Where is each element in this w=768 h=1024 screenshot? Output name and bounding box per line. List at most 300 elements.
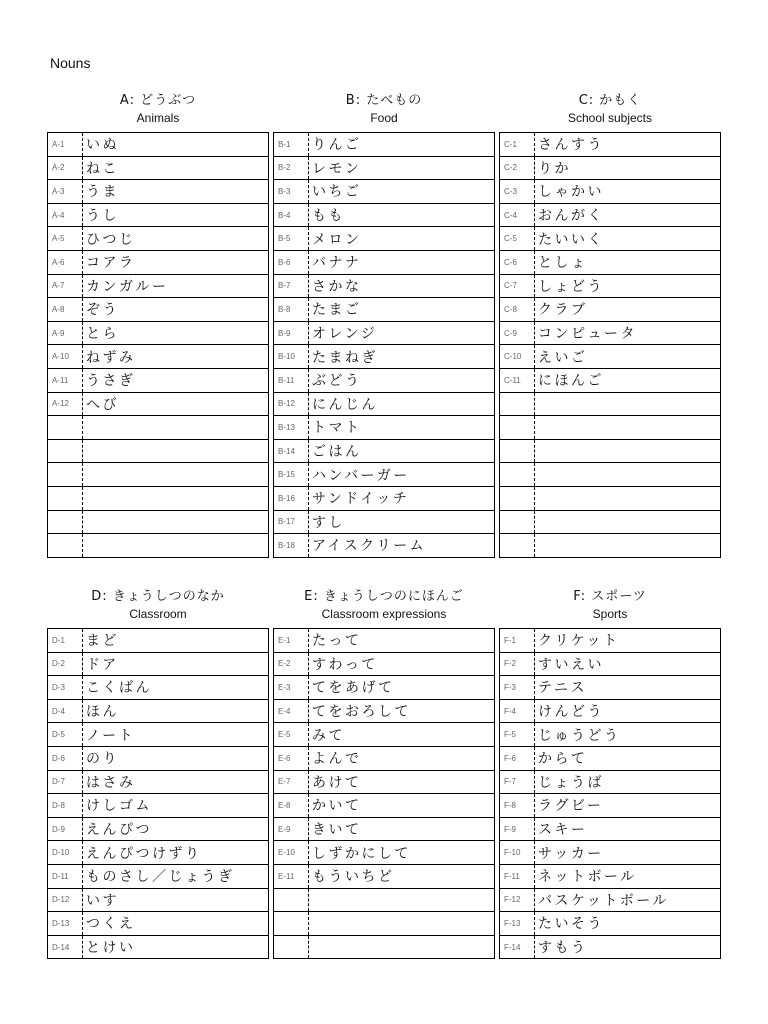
section-subheading: Sports [592, 607, 628, 621]
item-code: A-8 [48, 298, 83, 322]
item-word: バナナ [309, 250, 495, 274]
table-row [500, 180, 721, 204]
item-word: こくばん [83, 676, 269, 700]
table-row [274, 486, 495, 510]
table-row [48, 298, 269, 322]
item-word: アイスクリーム [309, 534, 495, 558]
table-row [500, 817, 721, 841]
table-row [500, 368, 721, 392]
table-row [274, 841, 495, 865]
item-word [535, 416, 721, 440]
vocab-table [47, 628, 269, 959]
item-word: からて [535, 746, 721, 770]
item-word: ごはん [309, 439, 495, 463]
table-row [500, 321, 721, 345]
item-word: たいそう [535, 912, 721, 936]
item-word: としょ [535, 250, 721, 274]
item-code: E-1 [274, 629, 309, 653]
item-code: B-15 [274, 463, 309, 487]
table-row [48, 439, 269, 463]
table-row [48, 368, 269, 392]
section-classroom-expressions [273, 588, 495, 959]
item-code: B-7 [274, 274, 309, 298]
item-word [535, 534, 721, 558]
item-word [83, 463, 269, 487]
item-code [500, 534, 535, 558]
item-code: C-1 [500, 133, 535, 157]
item-code: F-8 [500, 794, 535, 818]
item-code: B-1 [274, 133, 309, 157]
item-word [309, 888, 495, 912]
item-code: A-10 [48, 345, 83, 369]
item-code: A-11 [48, 368, 83, 392]
item-word: クラブ [535, 298, 721, 322]
table-row [48, 486, 269, 510]
item-word: たまご [309, 298, 495, 322]
table-row [500, 227, 721, 251]
item-word [309, 935, 495, 959]
item-code [500, 510, 535, 534]
item-code: A-12 [48, 392, 83, 416]
table-row [48, 321, 269, 345]
table-row [274, 298, 495, 322]
item-code [500, 439, 535, 463]
item-code: F-11 [500, 864, 535, 888]
table-row [500, 274, 721, 298]
item-word: ほん [83, 699, 269, 723]
item-word: メロン [309, 227, 495, 251]
item-word: のり [83, 746, 269, 770]
item-word: りか [535, 156, 721, 180]
table-row [274, 416, 495, 440]
item-word: かいて [309, 794, 495, 818]
item-word: すわって [309, 652, 495, 676]
item-code: D-6 [48, 746, 83, 770]
table-row [48, 534, 269, 558]
section-classroom [47, 588, 269, 959]
item-code: B-2 [274, 156, 309, 180]
table-row [48, 817, 269, 841]
table-row [500, 652, 721, 676]
item-code: B-16 [274, 486, 309, 510]
table-row [274, 652, 495, 676]
table-row [274, 439, 495, 463]
item-word [83, 416, 269, 440]
table-row [48, 841, 269, 865]
table-row [48, 935, 269, 959]
table-row [48, 227, 269, 251]
item-code: F-12 [500, 888, 535, 912]
item-word: レモン [309, 156, 495, 180]
table-row [274, 321, 495, 345]
table-row [274, 180, 495, 204]
table-row [48, 180, 269, 204]
item-word: ねこ [83, 156, 269, 180]
item-word: ねずみ [83, 345, 269, 369]
item-word: トマト [309, 416, 495, 440]
item-word: うま [83, 180, 269, 204]
table-row [500, 510, 721, 534]
item-code: F-10 [500, 841, 535, 865]
item-code: D-13 [48, 912, 83, 936]
item-word: ハンバーガー [309, 463, 495, 487]
item-word: てをあげて [309, 676, 495, 700]
item-code: C-7 [500, 274, 535, 298]
table-row [274, 227, 495, 251]
item-code: B-17 [274, 510, 309, 534]
table-row [500, 298, 721, 322]
item-word: しょどう [535, 274, 721, 298]
section-subheading: Food [370, 111, 398, 125]
section-subheading: Classroom expressions [321, 607, 447, 621]
item-code [274, 888, 309, 912]
item-code: D-11 [48, 864, 83, 888]
table-row [48, 888, 269, 912]
item-word: カンガルー [83, 274, 269, 298]
table-row [48, 652, 269, 676]
item-code: B-18 [274, 534, 309, 558]
table-row [274, 203, 495, 227]
table-row [500, 133, 721, 157]
table-row [500, 676, 721, 700]
table-row [274, 864, 495, 888]
item-code: A-5 [48, 227, 83, 251]
item-code: E-10 [274, 841, 309, 865]
item-code: C-10 [500, 345, 535, 369]
item-code: E-2 [274, 652, 309, 676]
table-row [48, 133, 269, 157]
table-row [48, 912, 269, 936]
item-code: C-8 [500, 298, 535, 322]
table-row [500, 439, 721, 463]
section-heading: E: きょうしつのにほんご [304, 589, 464, 604]
table-row [274, 676, 495, 700]
section-heading: F: スポーツ [573, 589, 647, 604]
table-row [48, 510, 269, 534]
page-title: Nouns [50, 55, 91, 71]
item-word: にほんご [535, 368, 721, 392]
item-code: B-8 [274, 298, 309, 322]
item-code: E-11 [274, 864, 309, 888]
table-row [500, 912, 721, 936]
table-row [48, 746, 269, 770]
item-word: ネットボール [535, 864, 721, 888]
table-row [274, 794, 495, 818]
item-code: F-4 [500, 699, 535, 723]
vocab-table [47, 132, 269, 558]
item-code: C-11 [500, 368, 535, 392]
item-code: B-14 [274, 439, 309, 463]
item-word: ドア [83, 652, 269, 676]
item-code: F-6 [500, 746, 535, 770]
table-row [500, 864, 721, 888]
table-row [500, 841, 721, 865]
item-code: B-10 [274, 345, 309, 369]
item-word: テニス [535, 676, 721, 700]
item-word [535, 463, 721, 487]
item-code: A-2 [48, 156, 83, 180]
table-row [274, 629, 495, 653]
table-row [500, 629, 721, 653]
item-word [83, 486, 269, 510]
table-row [48, 864, 269, 888]
table-row [500, 392, 721, 416]
item-word [535, 486, 721, 510]
table-row [500, 486, 721, 510]
item-word: きいて [309, 817, 495, 841]
item-code: E-8 [274, 794, 309, 818]
table-row [500, 746, 721, 770]
item-code: D-8 [48, 794, 83, 818]
item-word: すもう [535, 935, 721, 959]
item-code: D-3 [48, 676, 83, 700]
section-heading: A: どうぶつ [119, 93, 197, 108]
section-heading: B: たべもの [345, 93, 423, 108]
item-word: バスケットボール [535, 888, 721, 912]
table-row [500, 888, 721, 912]
table-row [48, 392, 269, 416]
vocab-table [273, 132, 495, 558]
item-word: しゃかい [535, 180, 721, 204]
item-word: はさみ [83, 770, 269, 794]
item-word: あけて [309, 770, 495, 794]
item-code [48, 534, 83, 558]
item-word: たまねぎ [309, 345, 495, 369]
item-word: クリケット [535, 629, 721, 653]
item-code: E-5 [274, 723, 309, 747]
item-code: D-9 [48, 817, 83, 841]
table-row [500, 250, 721, 274]
item-code [274, 912, 309, 936]
item-code: B-13 [274, 416, 309, 440]
item-code: F-3 [500, 676, 535, 700]
item-code: B-12 [274, 392, 309, 416]
item-code: E-7 [274, 770, 309, 794]
section-subheading: Animals [136, 111, 180, 125]
item-word: いす [83, 888, 269, 912]
table-row [500, 203, 721, 227]
section-heading: D: きょうしつのなか [91, 589, 225, 604]
item-code: B-3 [274, 180, 309, 204]
item-word: コンピュータ [535, 321, 721, 345]
item-word: けんどう [535, 699, 721, 723]
table-row [274, 156, 495, 180]
section-heading: C: かもく [578, 93, 642, 108]
item-code [48, 416, 83, 440]
table-row [500, 416, 721, 440]
item-word: まど [83, 629, 269, 653]
section-food [273, 92, 495, 558]
item-word: ぞう [83, 298, 269, 322]
item-code: E-6 [274, 746, 309, 770]
table-row [274, 250, 495, 274]
item-word: ひつじ [83, 227, 269, 251]
table-row [274, 770, 495, 794]
table-row [500, 534, 721, 558]
table-row [48, 156, 269, 180]
item-code: F-14 [500, 935, 535, 959]
table-row [500, 156, 721, 180]
table-row [48, 203, 269, 227]
item-code: D-7 [48, 770, 83, 794]
item-code: C-9 [500, 321, 535, 345]
item-word: すいえい [535, 652, 721, 676]
item-word: うし [83, 203, 269, 227]
item-code: D-14 [48, 935, 83, 959]
item-code: D-12 [48, 888, 83, 912]
item-word: へび [83, 392, 269, 416]
item-code: B-9 [274, 321, 309, 345]
table-row [274, 935, 495, 959]
item-word: じゅうどう [535, 723, 721, 747]
item-code: D-5 [48, 723, 83, 747]
table-row [500, 770, 721, 794]
item-code: B-4 [274, 203, 309, 227]
item-code: A-6 [48, 250, 83, 274]
item-code: F-1 [500, 629, 535, 653]
item-code: B-5 [274, 227, 309, 251]
item-word: えんぴつ [83, 817, 269, 841]
item-code: A-9 [48, 321, 83, 345]
item-word: えいご [535, 345, 721, 369]
table-row [500, 463, 721, 487]
item-word: ものさし／じょうぎ [83, 864, 269, 888]
item-code: A-1 [48, 133, 83, 157]
table-row [274, 723, 495, 747]
table-row [48, 723, 269, 747]
table-row [274, 368, 495, 392]
item-code: F-13 [500, 912, 535, 936]
item-word: いちご [309, 180, 495, 204]
table-row [274, 888, 495, 912]
item-word: にんじん [309, 392, 495, 416]
table-row [48, 250, 269, 274]
item-code [48, 510, 83, 534]
item-code: E-3 [274, 676, 309, 700]
item-code [274, 935, 309, 959]
vocab-table [499, 132, 721, 558]
item-word: いぬ [83, 133, 269, 157]
item-code: F-9 [500, 817, 535, 841]
item-code: C-4 [500, 203, 535, 227]
table-row [274, 746, 495, 770]
table-row [500, 794, 721, 818]
item-word: さかな [309, 274, 495, 298]
table-row [500, 935, 721, 959]
item-code [500, 486, 535, 510]
table-row [48, 676, 269, 700]
item-word: オレンジ [309, 321, 495, 345]
section-school-subjects [499, 92, 721, 558]
vocab-table [273, 628, 495, 959]
table-row [274, 463, 495, 487]
section-animals [47, 92, 269, 558]
item-code: E-9 [274, 817, 309, 841]
item-code: C-6 [500, 250, 535, 274]
item-word: みて [309, 723, 495, 747]
table-row [500, 345, 721, 369]
item-word: よんで [309, 746, 495, 770]
item-word: うさぎ [83, 368, 269, 392]
table-row [48, 463, 269, 487]
item-word [83, 534, 269, 558]
item-word [535, 510, 721, 534]
item-code: B-6 [274, 250, 309, 274]
table-row [48, 699, 269, 723]
item-code: C-2 [500, 156, 535, 180]
item-word: つくえ [83, 912, 269, 936]
item-word [309, 912, 495, 936]
item-code: D-2 [48, 652, 83, 676]
table-row [500, 723, 721, 747]
item-word: てをおろして [309, 699, 495, 723]
item-word: ラグビー [535, 794, 721, 818]
section-subheading: School subjects [567, 111, 653, 125]
item-word [535, 439, 721, 463]
section-sports [499, 588, 721, 959]
item-code: A-4 [48, 203, 83, 227]
table-row [274, 133, 495, 157]
item-word: とら [83, 321, 269, 345]
item-code: F-5 [500, 723, 535, 747]
item-code: C-5 [500, 227, 535, 251]
table-row [500, 699, 721, 723]
item-word: さんすう [535, 133, 721, 157]
table-row [274, 817, 495, 841]
table-row [274, 274, 495, 298]
item-code: D-10 [48, 841, 83, 865]
item-code: E-4 [274, 699, 309, 723]
table-row [274, 345, 495, 369]
item-code: F-7 [500, 770, 535, 794]
item-word: とけい [83, 935, 269, 959]
item-word: おんがく [535, 203, 721, 227]
item-word: たいいく [535, 227, 721, 251]
table-row [48, 416, 269, 440]
item-code [500, 416, 535, 440]
item-code: D-1 [48, 629, 83, 653]
item-word: サンドイッチ [309, 486, 495, 510]
item-word: すし [309, 510, 495, 534]
item-word: ぶどう [309, 368, 495, 392]
table-row [48, 274, 269, 298]
item-word: しずかにして [309, 841, 495, 865]
item-word [535, 392, 721, 416]
item-word: りんご [309, 133, 495, 157]
table-row [274, 534, 495, 558]
item-code [500, 463, 535, 487]
item-code: B-11 [274, 368, 309, 392]
item-word: もも [309, 203, 495, 227]
table-row [274, 510, 495, 534]
item-code: A-3 [48, 180, 83, 204]
section-subheading: Classroom [129, 607, 187, 621]
item-code: A-7 [48, 274, 83, 298]
table-row [48, 794, 269, 818]
item-code [48, 463, 83, 487]
table-row [274, 699, 495, 723]
item-code: D-4 [48, 699, 83, 723]
item-word: コアラ [83, 250, 269, 274]
table-row [274, 392, 495, 416]
item-code [48, 439, 83, 463]
item-code [48, 486, 83, 510]
item-word: ノート [83, 723, 269, 747]
item-word [83, 510, 269, 534]
item-word: スキー [535, 817, 721, 841]
item-word: たって [309, 629, 495, 653]
item-word: もういちど [309, 864, 495, 888]
